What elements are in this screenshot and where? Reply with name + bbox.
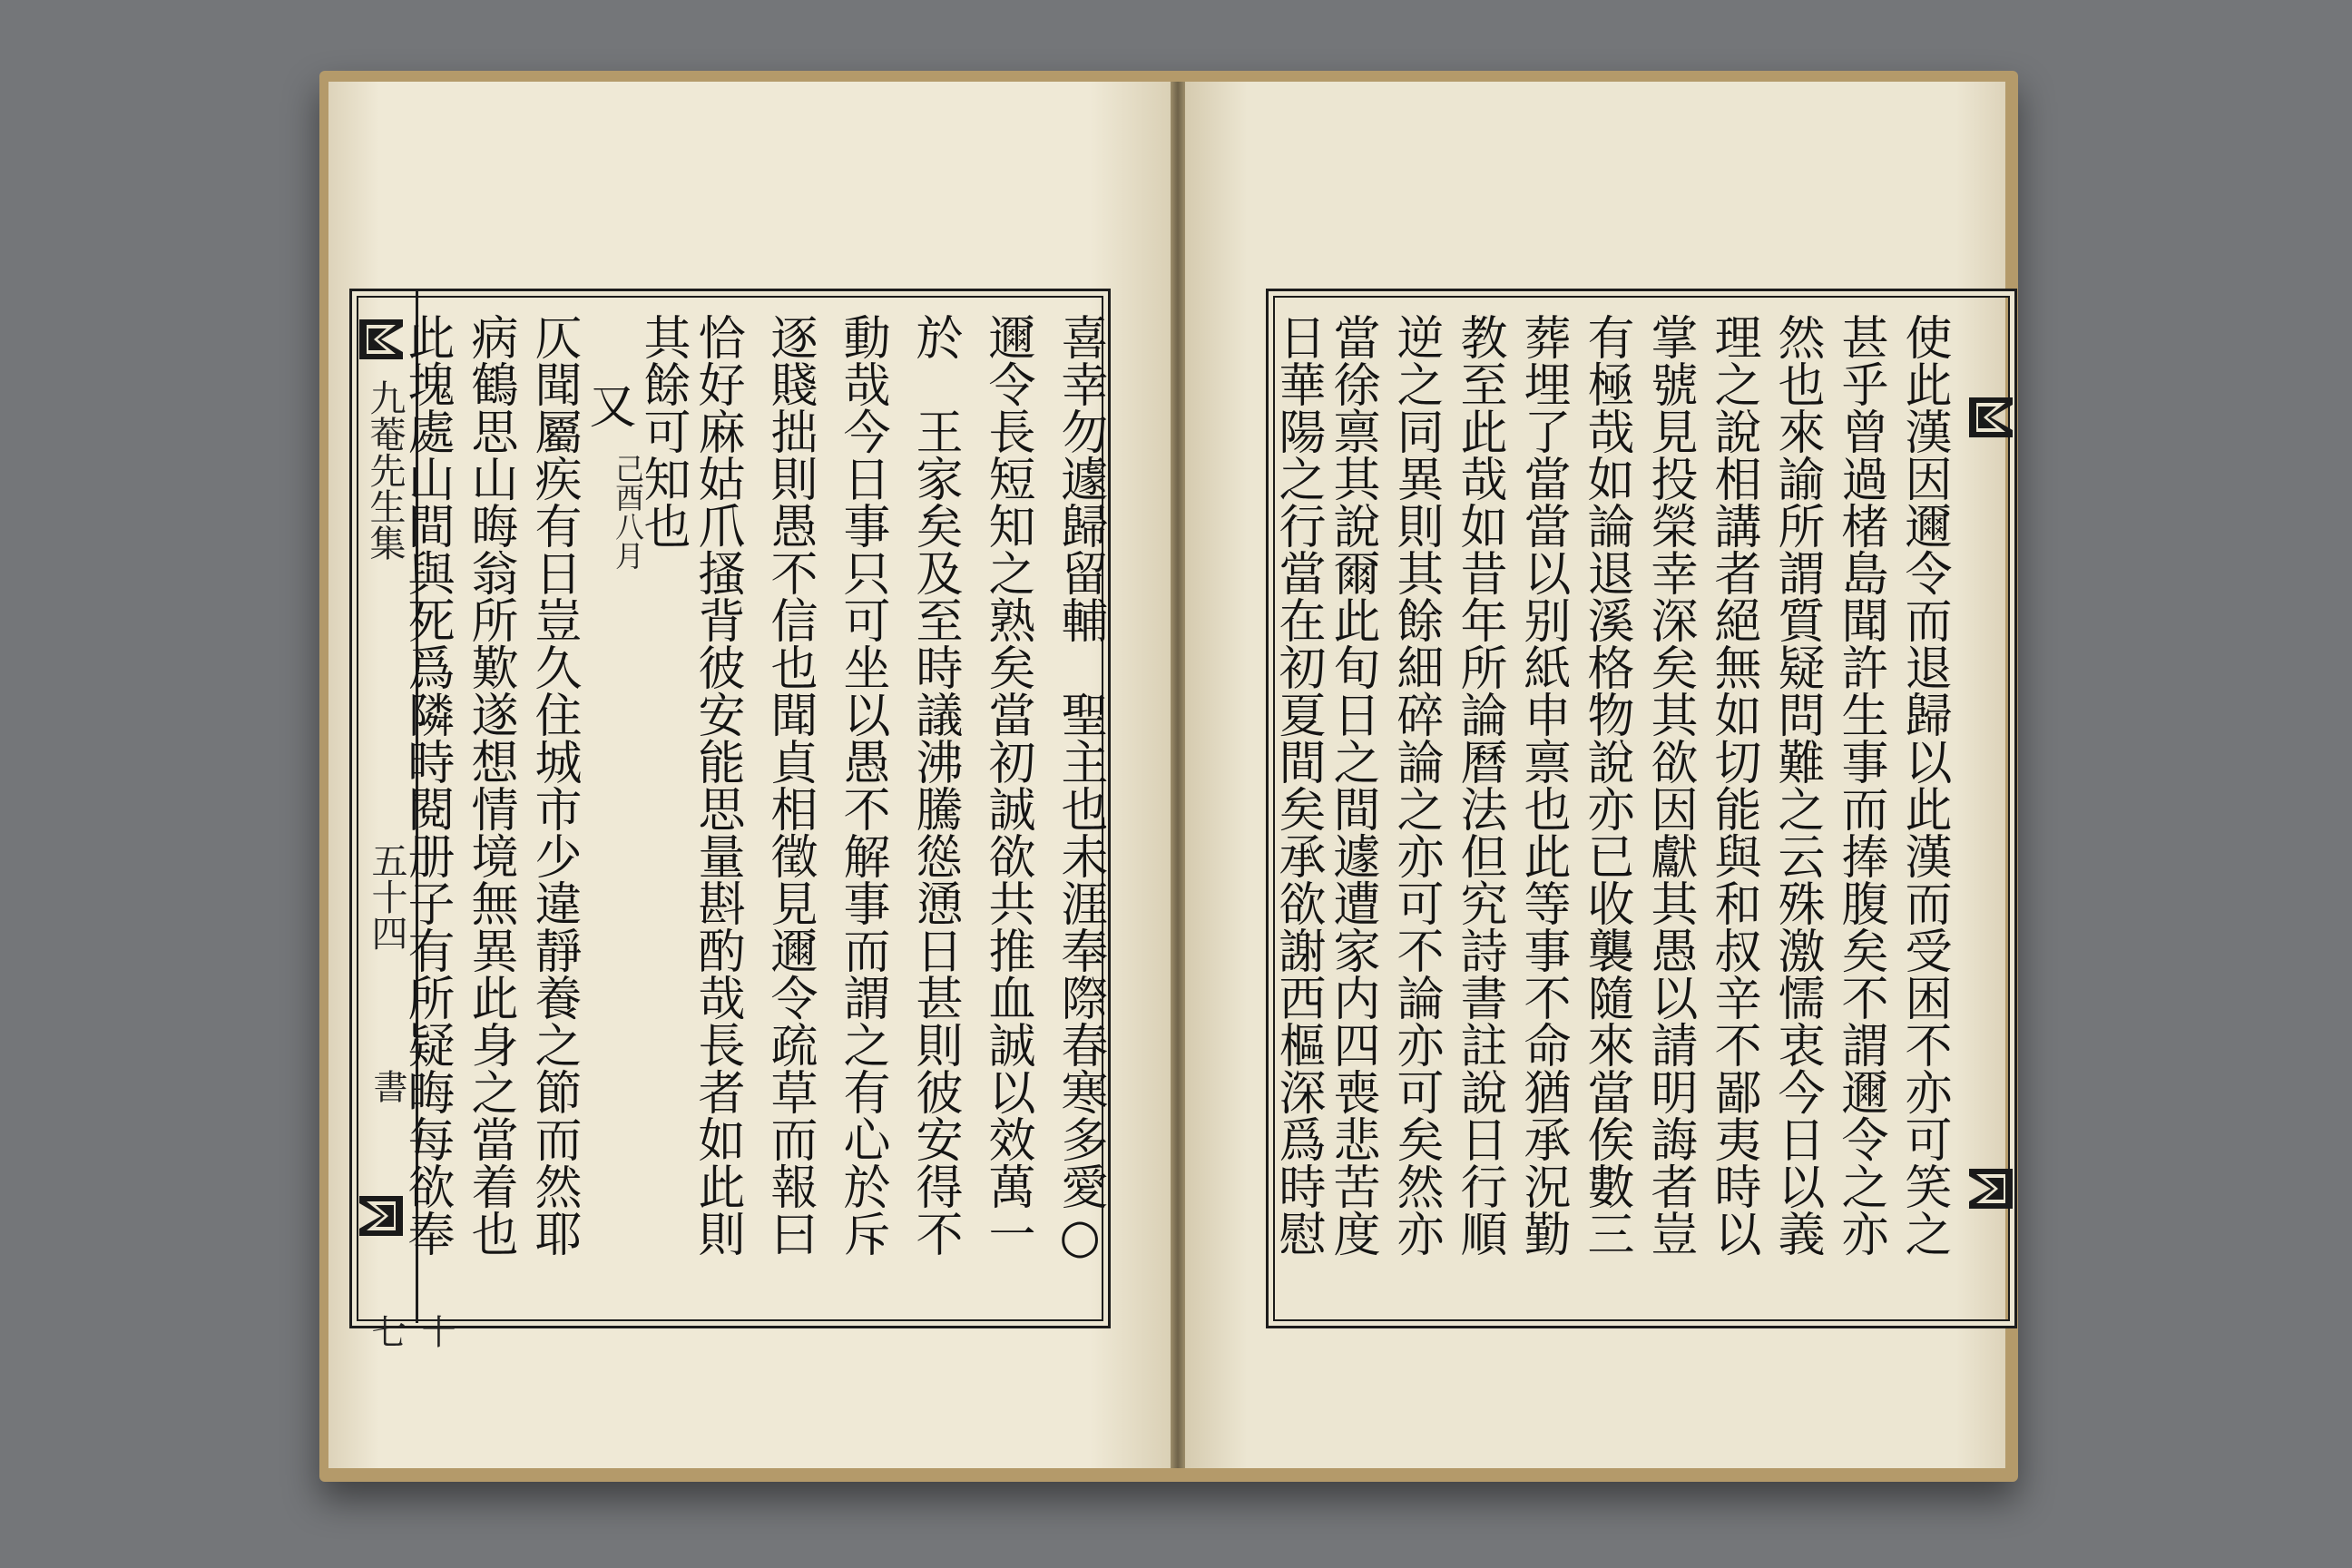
fish-tail-lower-icon — [359, 1196, 403, 1236]
letter-date: 己酉八月 — [611, 454, 645, 570]
book-gutter — [1171, 82, 1185, 1468]
volume-number: 五十四 — [366, 842, 407, 951]
left-text-column-6: 恰好麻姑爪搔背彼安能思量斟酌哉長者如此則 — [690, 313, 744, 1257]
right-text-column-1: 使此漢因邇令而退歸以此漢而受困不亦可笑之 — [1896, 313, 1951, 1257]
page-number: 十七 — [366, 1314, 456, 1348]
right-text-column-4: 理之說相講者絕無如切能與和叔辛不鄙夷時以 — [1706, 313, 1760, 1257]
left-text-column-9: 病鶴思山晦翁所歎遂想情境無異此身之當着也 — [463, 313, 517, 1257]
left-text-column-3: 於 王家矣及至時議沸騰慫慂日甚則彼安得不 — [907, 313, 962, 1257]
right-text-column-9: 逆之同異則其餘細碎論之亦可不論亦可矣然亦 — [1388, 313, 1443, 1257]
section-label: 書 — [368, 1069, 407, 1103]
right-text-column-10: 當徐禀其說爾此旬日之間遽遭家内四喪悲苦度 — [1325, 313, 1379, 1257]
left-text-column-8: 仄聞屬疾有日豈久住城市少違靜養之節而然耶 — [526, 313, 581, 1257]
right-text-column-11: 日華陽之行當在初夏間矣承欲謝西樞深爲時慰 — [1270, 313, 1325, 1257]
left-text-column-7: 其餘可知也 — [635, 313, 690, 549]
letter-heading: 又 — [581, 381, 635, 428]
left-text-column-1: 喜幸勿遽歸留輔 聖主也未涯奉際春寒多愛○ — [1053, 313, 1107, 1264]
right-text-column-7: 葬埋了當當以别紙申禀也此等事不命猶承況勤 — [1515, 313, 1570, 1257]
right-text-column-3: 然也來諭所謂質疑問難之云殊激懦衷今日以義 — [1769, 313, 1824, 1257]
left-text-column-10: 此塊處山間與死爲隣時閱册子有所疑晦每欲奉 — [399, 313, 454, 1257]
left-text-column-5: 逐賤拙則愚不信也聞貞相徵見邇令疏草而報曰 — [762, 313, 817, 1257]
right-text-column-2: 甚乎曾過楮島聞許生事而捧腹矣不謂邇令之亦 — [1833, 313, 1887, 1257]
book-title: 九菴先生集 — [364, 379, 406, 561]
right-text-column-8: 教至此哉如昔年所論曆法但究詩書註說日行順 — [1452, 313, 1506, 1257]
right-text-column-6: 有極哉如論退溪格物說亦已收襲隨來當俟數三 — [1579, 313, 1633, 1257]
left-text-column-2: 邇令長短知之熟矣當初誠欲共推血誠以效萬一 — [980, 313, 1034, 1257]
fish-tail-upper-icon — [359, 319, 403, 359]
fish-tail-upper-right-icon — [1969, 397, 2013, 437]
right-text-column-5: 掌號見投榮幸深矣其欲因獻其愚以請明誨者豈 — [1642, 313, 1697, 1257]
left-text-column-4: 動哉今日事只可坐以愚不解事而謂之有心於斥 — [835, 313, 889, 1257]
fish-tail-lower-right-icon — [1969, 1169, 2013, 1209]
